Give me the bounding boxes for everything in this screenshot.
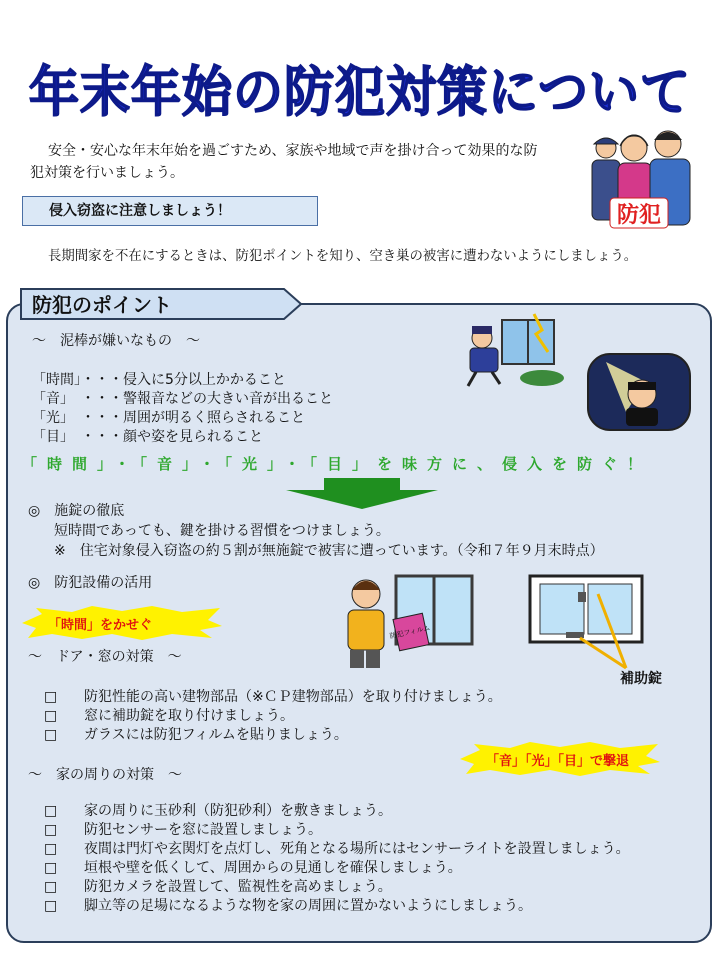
house-item: □ 防犯カメラを設置して、監視性を高めましょう。 xyxy=(44,879,392,895)
door-item: □ ガラスには防犯フィルムを貼りましょう。 xyxy=(44,727,348,743)
checkbox-icon: □ xyxy=(44,689,58,705)
door-heading: ～ ドア・窓の対策 ～ xyxy=(28,649,182,665)
intro-text-line1: 安全・安心な年末年始を過ごすため、家族や地域で声を掛け合って効果的な防 xyxy=(48,143,538,159)
checkbox-icon: □ xyxy=(44,727,58,743)
checkbox-icon: □ xyxy=(44,841,58,857)
intro-text-line2: 犯対策を行いましょう。 xyxy=(30,165,184,181)
checkbox-icon: □ xyxy=(44,879,58,895)
film-label: 防犯フィルム xyxy=(389,624,431,641)
house-item: □ 家の周りに玉砂利（防犯砂利）を敷きましょう。 xyxy=(44,803,392,819)
dislikes-heading: ～ 泥棒が嫌いなもの ～ xyxy=(32,333,200,349)
house-item: □ 夜間は門灯や玄関灯を点灯し、死角となる場所にはセンサーライトを設置しましょう。 xyxy=(44,841,630,857)
door-item: □ 窓に補助錠を取り付けましょう。 xyxy=(44,708,294,724)
equipment-heading: ◎ 防犯設備の活用 xyxy=(28,575,153,591)
lock-text: 短時間であっても、鍵を掛ける習慣をつけましょう。 xyxy=(54,523,390,539)
checkbox-icon: □ xyxy=(44,822,58,838)
aux-lock-window-illustration xyxy=(526,572,646,670)
page-title: 年末年始の防犯対策について xyxy=(29,61,691,124)
badge-text: 防犯 xyxy=(616,203,662,228)
flashlight-burglar-illustration xyxy=(586,352,692,432)
crime-prevention-people-illustration xyxy=(584,118,700,238)
lock-note: ※ 住宅対象侵入窃盗の約５割が無施錠で被害に遭っています。（令和７年９月末時点） xyxy=(54,543,604,559)
lock-heading: ◎ 施錠の徹底 xyxy=(28,503,125,519)
slogan: 「時間」・「音」・「光」・「目」を味方に、侵入を防ぐ！ xyxy=(22,455,653,473)
house-item: □ 垣根や壁を低くして、周囲からの見通しを確保しましょう。 xyxy=(44,860,462,876)
dislike-item: 「音」 ・・・警報音などの大きい音が出ること xyxy=(32,391,333,407)
aux-lock-label: 補助錠 xyxy=(620,671,662,687)
house-item: □ 脚立等の足場になるような物を家の周囲に置かないようにしましょう。 xyxy=(44,898,532,914)
sound-burst-text: 「音」「光」「目」で撃退 xyxy=(486,754,630,769)
checkbox-icon: □ xyxy=(44,803,58,819)
dislike-item: 「目」 ・・・顔や姿を見られること xyxy=(32,429,263,445)
warning-box: 侵入窃盗に注意しましょう！ xyxy=(22,196,318,226)
section-tab-title: 防犯のポイント xyxy=(32,293,172,317)
burglar-window-illustration xyxy=(462,312,564,390)
dislike-item: 「時間」・・・侵入に5分以上かかること xyxy=(32,372,286,388)
house-heading: ～ 家の周りの対策 ～ xyxy=(28,767,182,783)
time-burst-text: 「時間」をかせぐ xyxy=(48,618,153,633)
absence-text: 長期間家を不在にするときは、防犯ポイントを知り、空き巣の被害に遭わないようにしましょう。 xyxy=(48,249,638,264)
dislike-item: 「光」 ・・・周囲が明るく照らされること xyxy=(32,410,305,426)
down-arrow-icon xyxy=(284,478,440,510)
checkbox-icon: □ xyxy=(44,708,58,724)
checkbox-icon: □ xyxy=(44,898,58,914)
window-film-illustration xyxy=(336,572,476,672)
house-item: □ 防犯センサーを窓に設置しましょう。 xyxy=(44,822,322,838)
door-item: □ 防犯性能の高い建物部品（※ＣＰ建物部品）を取り付けましょう。 xyxy=(44,689,502,705)
checkbox-icon: □ xyxy=(44,860,58,876)
